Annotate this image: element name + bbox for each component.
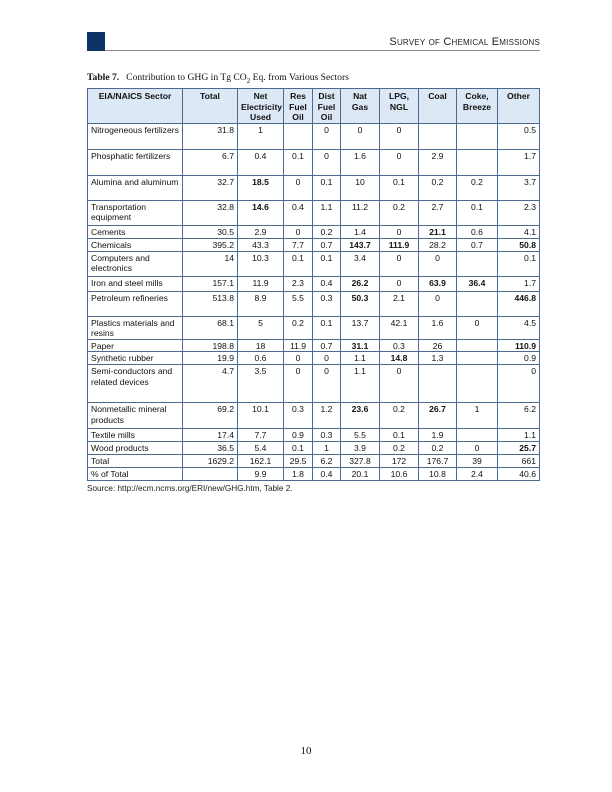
value-cell: 1.1: [313, 200, 341, 225]
value-cell: 157.1: [183, 276, 238, 291]
value-cell: 110.9: [498, 339, 540, 352]
value-cell: 10.1: [238, 403, 284, 429]
value-cell: 6.2: [498, 403, 540, 429]
value-cell: 0: [380, 225, 419, 238]
value-cell: 1.6: [341, 149, 380, 175]
value-cell: 0: [457, 316, 498, 339]
value-cell: 0.1: [313, 251, 341, 276]
value-cell: 0.4: [284, 200, 313, 225]
value-cell: [419, 365, 457, 403]
value-cell: 10.6: [380, 467, 419, 480]
sector-cell: Paper: [88, 339, 183, 352]
value-cell: 11.9: [284, 339, 313, 352]
value-cell: [284, 123, 313, 149]
table-body: [88, 123, 540, 480]
running-header-title: Survey of Chemical Emissions: [389, 36, 540, 48]
value-cell: [457, 339, 498, 352]
value-cell: 0: [313, 352, 341, 365]
sector-cell: Nitrogeneous fertilizers: [88, 123, 183, 149]
value-cell: 176.7: [419, 455, 457, 468]
table-row: [88, 339, 540, 352]
value-cell: 2.4: [457, 467, 498, 480]
value-cell: 19.9: [183, 352, 238, 365]
value-cell: 10.3: [238, 251, 284, 276]
value-cell: 0.6: [238, 352, 284, 365]
value-cell: 1: [457, 403, 498, 429]
sector-cell: Textile mills: [88, 429, 183, 442]
value-cell: 25.7: [498, 442, 540, 455]
column-header: Dist Fuel Oil: [313, 89, 341, 124]
sector-cell: Alumina and aluminum: [88, 175, 183, 200]
value-cell: 0: [380, 365, 419, 403]
sector-cell: Semi-conductors and related devices: [88, 365, 183, 403]
value-cell: 17.4: [183, 429, 238, 442]
value-cell: 0.2: [313, 225, 341, 238]
value-cell: 2.3: [498, 200, 540, 225]
caption-subscript: 2: [246, 76, 251, 85]
table-row: [88, 149, 540, 175]
value-cell: 9.9: [238, 467, 284, 480]
value-cell: 1.1: [341, 365, 380, 403]
caption-text: Contribution to GHG in Tg CO: [126, 72, 247, 83]
value-cell: 0.2: [419, 442, 457, 455]
value-cell: [457, 291, 498, 316]
value-cell: 0.4: [238, 149, 284, 175]
sector-cell: Total: [88, 455, 183, 468]
value-cell: 50.3: [341, 291, 380, 316]
table-row: [88, 251, 540, 276]
value-cell: 3.4: [341, 251, 380, 276]
value-cell: 0.4: [313, 276, 341, 291]
value-cell: 7.7: [238, 429, 284, 442]
value-cell: 36.5: [183, 442, 238, 455]
value-cell: 3.7: [498, 175, 540, 200]
column-header: Res Fuel Oil: [284, 89, 313, 124]
value-cell: 0.7: [313, 339, 341, 352]
value-cell: 0: [313, 149, 341, 175]
value-cell: 14.6: [238, 200, 284, 225]
value-cell: 1.7: [498, 149, 540, 175]
value-cell: 0: [380, 251, 419, 276]
value-cell: 0.9: [284, 429, 313, 442]
value-cell: 0.7: [313, 238, 341, 251]
value-cell: 0: [419, 251, 457, 276]
value-cell: [457, 365, 498, 403]
value-cell: [457, 251, 498, 276]
value-cell: 14: [183, 251, 238, 276]
value-cell: 198.8: [183, 339, 238, 352]
value-cell: 63.9: [419, 276, 457, 291]
value-cell: 4.1: [498, 225, 540, 238]
table-row: [88, 225, 540, 238]
value-cell: 0: [284, 175, 313, 200]
value-cell: 5: [238, 316, 284, 339]
value-cell: [457, 123, 498, 149]
table-row: [88, 429, 540, 442]
value-cell: 2.1: [380, 291, 419, 316]
value-cell: 10.8: [419, 467, 457, 480]
value-cell: 143.7: [341, 238, 380, 251]
table-caption: [87, 72, 349, 85]
value-cell: 172: [380, 455, 419, 468]
value-cell: 8.9: [238, 291, 284, 316]
value-cell: 0: [380, 149, 419, 175]
value-cell: 0.3: [313, 291, 341, 316]
value-cell: 20.1: [341, 467, 380, 480]
value-cell: 0.5: [498, 123, 540, 149]
table-row: [88, 291, 540, 316]
value-cell: 0.2: [419, 175, 457, 200]
table-caption-label: Table 7.: [87, 72, 120, 83]
value-cell: 0.2: [457, 175, 498, 200]
value-cell: 68.1: [183, 316, 238, 339]
value-cell: 29.5: [284, 455, 313, 468]
value-cell: 1.2: [313, 403, 341, 429]
value-cell: 1.4: [341, 225, 380, 238]
value-cell: 0.1: [380, 429, 419, 442]
value-cell: 39: [457, 455, 498, 468]
value-cell: 111.9: [380, 238, 419, 251]
value-cell: 6.2: [313, 455, 341, 468]
value-cell: 5.5: [341, 429, 380, 442]
table-row: [88, 200, 540, 225]
value-cell: 21.1: [419, 225, 457, 238]
table-row: [88, 276, 540, 291]
sector-cell: Phosphatic fertilizers: [88, 149, 183, 175]
sector-cell: Nonmetallic mineral products: [88, 403, 183, 429]
ghg-table: [87, 88, 540, 481]
value-cell: 2.9: [238, 225, 284, 238]
value-cell: 32.8: [183, 200, 238, 225]
sector-cell: Iron and steel mills: [88, 276, 183, 291]
column-header: Coke, Breeze: [457, 89, 498, 124]
table-header-row: [88, 89, 540, 124]
value-cell: 23.6: [341, 403, 380, 429]
value-cell: 28.2: [419, 238, 457, 251]
value-cell: 0.1: [284, 442, 313, 455]
value-cell: 26.7: [419, 403, 457, 429]
sector-cell: Cements: [88, 225, 183, 238]
value-cell: 1.6: [419, 316, 457, 339]
sector-cell: Computers and electronics: [88, 251, 183, 276]
value-cell: 1: [238, 123, 284, 149]
column-header: EIA/NAICS Sector: [88, 89, 183, 124]
value-cell: [457, 429, 498, 442]
table-row: [88, 352, 540, 365]
value-cell: 4.5: [498, 316, 540, 339]
table-row: [88, 442, 540, 455]
value-cell: 2.9: [419, 149, 457, 175]
column-header: Other: [498, 89, 540, 124]
column-header: Total: [183, 89, 238, 124]
value-cell: 0.1: [380, 175, 419, 200]
caption-text-end: Eq. from Various Sectors: [250, 72, 349, 83]
value-cell: 30.5: [183, 225, 238, 238]
value-cell: 3.9: [341, 442, 380, 455]
value-cell: 0: [498, 365, 540, 403]
value-cell: 11.9: [238, 276, 284, 291]
value-cell: 0.1: [284, 149, 313, 175]
value-cell: 5.5: [284, 291, 313, 316]
table-row: [88, 455, 540, 468]
value-cell: 2.3: [284, 276, 313, 291]
value-cell: 0.2: [380, 403, 419, 429]
value-cell: 327.8: [341, 455, 380, 468]
value-cell: 0.2: [380, 200, 419, 225]
value-cell: 13.7: [341, 316, 380, 339]
value-cell: 395.2: [183, 238, 238, 251]
value-cell: 40.6: [498, 467, 540, 480]
value-cell: 42.1: [380, 316, 419, 339]
table-row: [88, 467, 540, 480]
value-cell: 69.2: [183, 403, 238, 429]
value-cell: 0: [284, 225, 313, 238]
table-row: [88, 238, 540, 251]
value-cell: 1.9: [419, 429, 457, 442]
table-row: [88, 365, 540, 403]
value-cell: 0.3: [284, 403, 313, 429]
value-cell: 31.1: [341, 339, 380, 352]
value-cell: 11.2: [341, 200, 380, 225]
header-logo-square: [87, 32, 105, 51]
value-cell: 0.1: [457, 200, 498, 225]
value-cell: 14.8: [380, 352, 419, 365]
value-cell: 5.4: [238, 442, 284, 455]
value-cell: 1.7: [498, 276, 540, 291]
value-cell: 0: [419, 291, 457, 316]
value-cell: 0: [457, 442, 498, 455]
value-cell: 32.7: [183, 175, 238, 200]
value-cell: 3.5: [238, 365, 284, 403]
value-cell: 446.8: [498, 291, 540, 316]
value-cell: 1629.2: [183, 455, 238, 468]
value-cell: 1.1: [341, 352, 380, 365]
value-cell: 0.1: [284, 251, 313, 276]
sector-cell: Petroleum refineries: [88, 291, 183, 316]
value-cell: 0: [313, 365, 341, 403]
sector-cell: Chemicals: [88, 238, 183, 251]
value-cell: 0: [284, 365, 313, 403]
header-rule: [105, 50, 540, 51]
value-cell: 18: [238, 339, 284, 352]
value-cell: 1: [313, 442, 341, 455]
value-cell: 1.8: [284, 467, 313, 480]
value-cell: 7.7: [284, 238, 313, 251]
value-cell: 513.8: [183, 291, 238, 316]
value-cell: 4.7: [183, 365, 238, 403]
value-cell: 0.4: [313, 467, 341, 480]
page-number: 10: [300, 745, 312, 757]
value-cell: [457, 352, 498, 365]
value-cell: 0.6: [457, 225, 498, 238]
source-note: Source: http://ecm.ncms.org/ERI/new/GHG.htm, Table 2.: [87, 484, 293, 493]
sector-cell: % of Total: [88, 467, 183, 480]
value-cell: 661: [498, 455, 540, 468]
value-cell: 0.3: [313, 429, 341, 442]
value-cell: 0.2: [380, 442, 419, 455]
value-cell: [457, 149, 498, 175]
value-cell: 1.3: [419, 352, 457, 365]
column-header: Coal: [419, 89, 457, 124]
value-cell: 0.3: [380, 339, 419, 352]
value-cell: 10: [341, 175, 380, 200]
value-cell: 0.2: [284, 316, 313, 339]
sector-cell: Wood products: [88, 442, 183, 455]
value-cell: 162.1: [238, 455, 284, 468]
value-cell: 2.7: [419, 200, 457, 225]
value-cell: 0.1: [313, 175, 341, 200]
value-cell: 26: [419, 339, 457, 352]
value-cell: 0: [341, 123, 380, 149]
value-cell: 0.7: [457, 238, 498, 251]
value-cell: 26.2: [341, 276, 380, 291]
value-cell: 0.1: [313, 316, 341, 339]
value-cell: 0.1: [498, 251, 540, 276]
value-cell: 1.1: [498, 429, 540, 442]
value-cell: 0: [380, 123, 419, 149]
value-cell: 31.8: [183, 123, 238, 149]
value-cell: [183, 467, 238, 480]
value-cell: [419, 123, 457, 149]
column-header: Nat Gas: [341, 89, 380, 124]
value-cell: 18.5: [238, 175, 284, 200]
value-cell: 0: [380, 276, 419, 291]
table-row: [88, 123, 540, 149]
table-row: [88, 316, 540, 339]
value-cell: 50.8: [498, 238, 540, 251]
sector-cell: Synthetic rubber: [88, 352, 183, 365]
value-cell: 0: [284, 352, 313, 365]
column-header: LPG, NGL: [380, 89, 419, 124]
column-header: Net Electricity Used: [238, 89, 284, 124]
value-cell: 0: [313, 123, 341, 149]
value-cell: 6.7: [183, 149, 238, 175]
sector-cell: Plastics materials and resins: [88, 316, 183, 339]
sector-cell: Transportation equipment: [88, 200, 183, 225]
table-row: [88, 403, 540, 429]
table-row: [88, 175, 540, 200]
value-cell: 43.3: [238, 238, 284, 251]
value-cell: 36.4: [457, 276, 498, 291]
value-cell: 0.9: [498, 352, 540, 365]
